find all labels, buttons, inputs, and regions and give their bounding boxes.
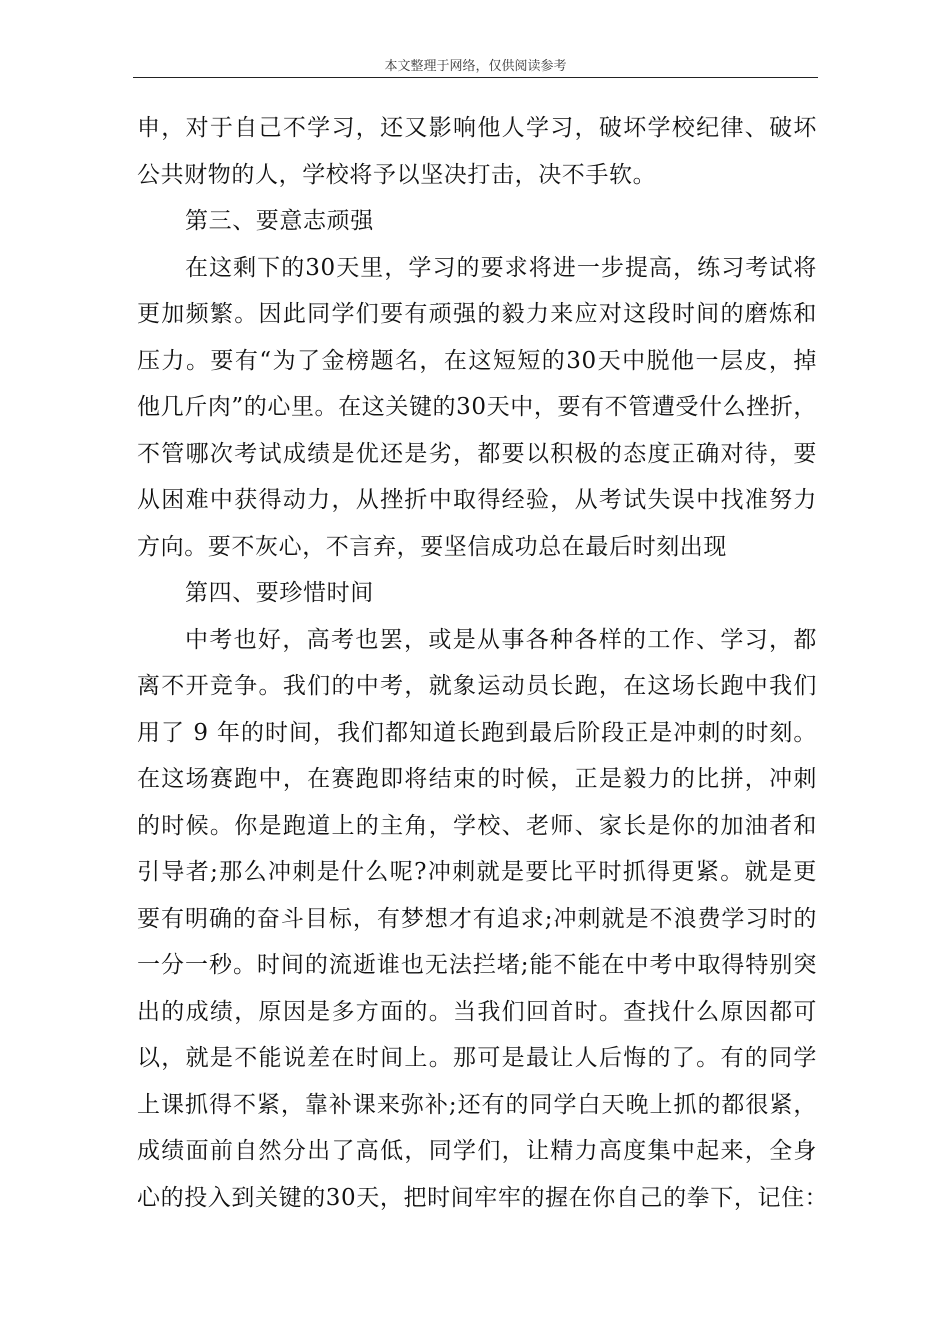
- text-line: 申，对于自己不学习，还又影响他人学习，破坏学校纪律、破坏: [137, 115, 817, 141]
- header-divider: [133, 77, 818, 78]
- text-line: 第四、要珍惜时间: [185, 580, 374, 606]
- text-line: 在这场赛跑中，在赛跑即将结束的时候，正是毅力的比拼，冲刺: [137, 766, 817, 792]
- text-line: 公共财物的人，学校将予以坚决打击，决不手软。: [137, 161, 657, 188]
- page-header: 本文整理于网络，仅供阅读参考: [384, 59, 567, 74]
- text-line: 要有明确的奋斗目标，有梦想才有追求;冲刺就是不浪费学习时的: [137, 905, 817, 932]
- text-line: 从困难中获得动力，从挫折中取得经验，从考试失误中找准努力: [137, 487, 817, 513]
- text-line: 的时候。你是跑道上的主角，学校、老师、家长是你的加油者和: [137, 812, 817, 839]
- document-body: [137, 105, 829, 1221]
- text-line: 一分一秒。时间的流逝谁也无法拦堵;能不能在中考中取得特别突: [137, 952, 817, 978]
- text-line: 离不开竞争。我们的中考，就象运动员长跑，在这场长跑中我们: [137, 673, 817, 699]
- text-line: 压力。要有“为了金榜题名，在这短短的30天中脱他一层皮，掉: [137, 347, 817, 374]
- text-line: 在这剩下的30天里，学习的要求将进一步提高，练习考试将: [185, 254, 817, 281]
- text-line: 出的成绩，原因是多方面的。当我们回首时。查找什么原因都可: [137, 998, 817, 1025]
- text-line: 他几斤肉”的心里。在这关键的30天中，要有不管遭受什么挫折，: [137, 394, 818, 420]
- text-line: 引导者;那么冲刺是什么呢?冲刺就是要比平时抓得更紧。就是更: [137, 859, 817, 885]
- text-line: 心的投入到关键的30天，把时间牢牢的握在你自己的拳下，记住：: [137, 1184, 829, 1211]
- text-line: 中考也好，高考也罢，或是从事各种各样的工作、学习，都: [185, 626, 817, 653]
- text-line: 上课抓得不紧，靠补课来弥补;还有的同学白天晚上抓的都很紧，: [137, 1091, 817, 1118]
- text-line: 方向。要不灰心，不言弃，要坚信成功总在最后时刻出现: [137, 533, 727, 560]
- text-line: 以，就是不能说差在时间上。那可是最让人后悔的了。有的同学: [137, 1045, 817, 1071]
- text-line: 成绩面前自然分出了高低，同学们，让精力高度集中起来，全身: [137, 1138, 817, 1164]
- text-line: 不管哪次考试成绩是优还是劣，都要以积极的态度正确对待，要: [137, 440, 817, 467]
- text-line: 第三、要意志顽强: [185, 208, 374, 234]
- text-line: 更加频繁。因此同学们要有顽强的毅力来应对这段时间的磨炼和: [137, 301, 817, 327]
- text-line: 用了 9 年的时间，我们都知道长跑到最后阶段正是冲刺的时刻。: [137, 719, 817, 746]
